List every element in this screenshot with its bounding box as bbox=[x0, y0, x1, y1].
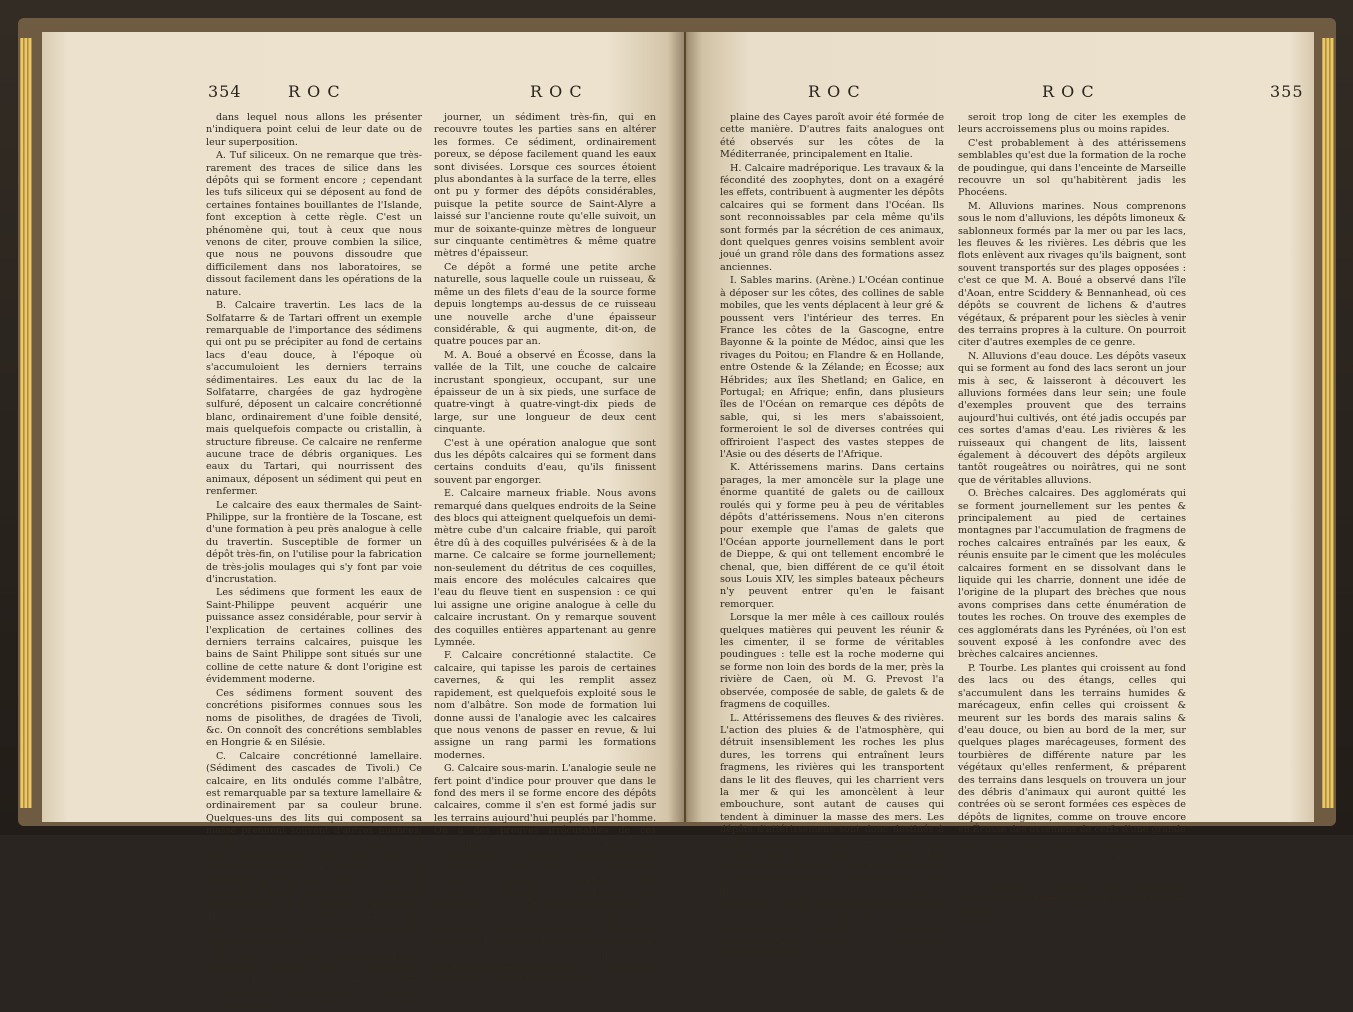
running-head: R O C bbox=[1042, 82, 1095, 101]
text-column-1 bbox=[206, 112, 422, 1011]
book-gutter bbox=[668, 32, 702, 822]
paragraph: P. Tourbe. Les plantes qui croissent au fond des lacs ou des étangs, celles qui s'accumulent dans les terrains humides & marécageux, enfin celles qui croissent & meurent sur les bords des marais salins & d'eau douce, ou bien au bord de la mer, sur quelques plages marécageuses, forment des tourbières de différente nature par les végétaux qu'elles renferment, & préparent des terrains dans lesquels on trouvera un jour des débris d'animaux qui auront quitté les contrées où se seront formées ces espèces de dépôts de lignites, comme on trouve encore en Écosse des ossemens de cerfs d'une grande taille, ou de castors qui n'y vivent plus. bbox=[958, 662, 1186, 848]
paragraph: Ce dépôt a formé une petite arche naturelle, sous laquelle coule un ruisseau, & même un des filets d'eau de la source forme depuis longtemps au-dessus de ce ruisseau une nouvelle arche d'une épaisseur considérable, & qui augmente, dit-on, de quatre pouces par an. bbox=[434, 261, 656, 348]
paragraph: seroit trop long de citer les exemples de leurs accroissemens plus ou moins rapides. bbox=[958, 112, 1186, 136]
running-head: R O C bbox=[288, 82, 341, 101]
paragraph: K. Attérissemens marins. Dans certains parages, la mer amoncèle sur la plage une énorme quantité de galets ou de cailloux roulés qui y forme peu à peu de véritables dépôts d'attérissemens. Nous n'en citerons pour exemple que l'amas de galets que l'Océan apporte journellement dans le port de Dieppe, & qui ont tellement encombré le chenal, que, bien différent de ce qu'il étoit sous Louis XIV, les simples bateaux pêcheurs n'y peuvent entrer qu'en le faisant remorquer. bbox=[720, 462, 944, 610]
open-book bbox=[18, 18, 1336, 1011]
paragraph: N. Alluvions d'eau douce. Les dépôts vaseux qui se forment au fond des lacs seront un jour mis à sec, & laisseront à découvert les alluvions formées dans leur sein; une foule d'exemples prouvent que des terrains aujourd'hui cultivés, ont été jadis occupés par ces sortes d'amas d'eau. Les rivières & les ruisseaux qui changent de lits, laissent également à découvert des dépôts argileux tantôt rougeâtres ou noirâtres, qui ne sont que de véritables alluvions. bbox=[958, 350, 1186, 486]
paragraph: C'est à une opération analogue que sont dus les dépôts calcaires qui se forment dans certains conduits d'eau, qu'ils finissent souvent par engorger. bbox=[434, 437, 656, 486]
paragraph: Le calcaire des eaux thermales de Saint-Philippe, sur la frontière de la Toscane, est d'une formation à peu près analogue à celle du travertin. Susceptible de former un dépôt très-fin, on l'utilise pour la fabrication de très-jolis moulages qui s'y font par voie d'incrustation. bbox=[206, 499, 422, 586]
paragraph: Les sédimens que forment les eaux de Saint-Philippe peuvent acquérir une puissance assez considérable, pour servir à l'explication de certaines collines des derniers terrains calcaires, puisque les bains de Saint Philippe sont situés sur une colline de cette nature & dont l'origine est évidemment moderne. bbox=[206, 587, 422, 686]
left-page bbox=[42, 32, 684, 1011]
page-number: 355 bbox=[1270, 82, 1304, 101]
paragraph: dans lequel nous allons les présenter n'indiquera point celui de leur date ou de leur superposition. bbox=[206, 112, 422, 148]
signature-mark: Y y 2 bbox=[1060, 920, 1084, 931]
paragraph: B. Calcaire travertin. Les lacs de la Solfatarre & de Tartari offrent un exemple remarquable de l'importance des sédimens qui ont pu se précipiter au fond de certains lacs d'eau douce, à l'époque où s'accumuloient les derniers terrains sédimentaires. Les eaux du lac de la Solfatarre, chargées de gaz hydrogène sulfuré, déposent un calcaire concrétionné blanc, ordinairement d'une foible densité, mais quelquefois compacte ou cristallin, à structure fibreuse. Ce calcaire ne renferme aucune trace de débris organiques. Les eaux du Tartari, qui nourrissent des animaux, déposent un sédiment qui peut en renfermer. bbox=[206, 300, 422, 498]
paragraph: Lorsque la mer mêle à ces cailloux roulés quelques matières qui peuvent les réunir & les cimenter, il se forme de véritables poudingues : telle est la roche moderne qui se forme non loin des bords de la mer, près la rivière de Caen, où M. G. Prevost l'a observée, composée de sable, de galets & de fragmens de coquilles. bbox=[720, 612, 944, 711]
running-head: R O C bbox=[530, 82, 583, 101]
text-column-2 bbox=[434, 112, 656, 986]
paragraph: Les roches qui offrent toute l'apparence d'une origine ignée se remarquent dans des groupes bbox=[958, 880, 1186, 917]
paragraph: journer, un sédiment très-fin, qui en recouvre toutes les parties sans en altérer les formes. Ce sédiment, ordinairement poreux, se dépose facilement quand les eaux sont divisées. Lorsque ces sources étoient plus abondantes à la surface de la terre, elles ont pu y former des dépôts considérables, puisque la petite source de Saint-Alyre a laissé sur l'ancienne route qu'elle suivoit, un mur de soixante-quinze mètres de longueur sur cinquante centimètres & même quatre mètres d'épaisseur. bbox=[434, 112, 656, 260]
paragraph: F. Calcaire concrétionné stalactite. Ce calcaire, qui tapisse les parois de certaines cavernes, & qui les remplit assez rapidement, est quelquefois exploité sous le nom d'albâtre. Son mode de formation lui donne aussi de l'analogie avec les calcaires que nous venons de passer en revue, & lui assigne un rang parmi les formations modernes. bbox=[434, 650, 656, 761]
paragraph: M. Alluvions marines. Nous comprenons sous le nom d'alluvions, les dépôts limoneux & sablonneux formés par la mer ou par les lacs, les fleuves & les rivières. Les débris que les flots enlèvent aux rivages qu'ils baignent, sont souvent transportés sur des plages opposées : c'est ce que M. A. Boué a observé dans l'île d'Aoan, entre Sciddery & Bennanhead, où ces dépôts se couvrent de lichens & d'autres végétaux, & préparent pour les siècles à venir des terrains propres à la culture. On pourroit citer d'autres exemples de ce genre. bbox=[958, 200, 1186, 349]
page-edges-left bbox=[20, 38, 32, 808]
paragraph: plaine des Cayes paroît avoir été formée de cette manière. D'autres faits analogues ont été observés sur les côtes de la Méditerranée, principalement en Italie. bbox=[720, 112, 944, 161]
paragraph: Ces sédimens forment souvent des concrétions pisiformes connues sous les noms de pisolithes, de dragées de Tivoli, &c. On connoît des concrétions semblables en Hongrie & en Silésie. bbox=[206, 687, 422, 749]
right-page-header bbox=[686, 82, 1314, 108]
paragraph: O. Brèches calcaires. Des agglomérats qui se forment journellement sur les pentes & principalement au pied de certaines montagnes par l'accumulation de fragmens de roches calcaires entraînés par les eaux, & réunis ensuite par le ciment que les molécules calcaires forment en se dissolvant dans le liquide qui les charrie, donnent une idée de l'origine de la plupart des brèches que nous avons comprises dans cette énumération de toutes les roches. On trouve des exemples de ces agglomérats dans les Pyrénées, où l'on est souvent exposé à les confondre avec des brèches calcaires anciennes. bbox=[958, 488, 1186, 661]
left-page-header bbox=[42, 82, 684, 108]
paragraph: E. Calcaire marneux friable. Nous avons remarqué dans quelques endroits de la Seine des blocs qui atteignent quelquefois un demi-mètre cube d'un calcaire friable, qui paroît être dû à des coquilles pulvérisées & à de la marne. Ce calcaire se forme journellement; non-seulement du détritus de ces coquilles, mais encore des molécules calcaires que l'eau du fleuve tient en suspension : ce qui lui assigne une origine analogue à celle du calcaire incrustant. On y remarque souvent des coquilles entières appartenant au genre Lymnée. bbox=[434, 488, 656, 649]
right-page bbox=[686, 32, 1314, 960]
paragraph: H. Calcaire madréporique. Les travaux & la fécondité des zoophytes, dont on a exagéré les effets, contribuent à augmenter les dépôts calcaires qui se forment dans l'Océan. Ils sont reconnoissables par cela même qu'ils sont formés par la sécrétion de ces animaux, dont quelques genres voisins semblent avoir joué un grand rôle dans des formations assez anciennes. bbox=[720, 162, 944, 273]
paragraph: G. Calcaire sous-marin. L'analogie seule ne fert point d'indice pour prouver que dans le fond des mers il se forme encore des dépôts calcaires, comme il s'en est formé jadis sur les terrains aujourd'hui peuplés par l'homme. On a des preuves irrécusables de ces nouvelles formations. La roche calcaire qui se dépose sur la côte de la Grande-Terre à la Guadeloupe, & dans laquelle des squelettes humains enchâssés & cimentés ont fait croire un instant à l'existence des antropolites, en est un exemple frappant. Cette roche nouvelle est une sorte de tuf composé de molécules calcaires, de débris de coquilles & de madrépores, réunis par un ciment de même nature. Les Antilles offrent plusieurs autres exemples de ces formations modernes; à Saint-Domingue, la bbox=[434, 763, 656, 986]
page-number: 354 bbox=[208, 82, 242, 101]
section-title: TERRAINS PYROGÈNES OU PLUTONIQUES. bbox=[988, 853, 1156, 877]
running-head: R O C bbox=[808, 82, 861, 101]
page-edges-right bbox=[1322, 38, 1334, 808]
paragraph: L. Attérissemens des fleuves & des rivières. L'action des pluies & de l'atmosphère, qui détruit insensiblement les roches les plus dures, les torrens qui entraînent leurs fragmens, les rivières qui les transportent dans le lit des fleuves, qui les charrient vers la mer & qui les amoncèlent à leur embouchure, sont autant de causes qui tendent à diminuer la masse des mers. Les dépôts d'attérissemens sont donc destinés à jouer un grand rôle dans les modifications qu'éprouvera la surface de la terre. Les traces de leur marche sans cesse croissante en offrent des preuves convaincantes. Ceux du Pô ont reculé dans le golfe Adriatique les limites des terres; ceux du Nil ont formé le sol de la Basse-Égypte, dont ils contribuent à augmenter encore l'étendue; ceux de la Néva ont long-temps préparé le sol qu'occupe Pétersbourg; enfin il bbox=[720, 712, 944, 960]
paragraph: C'est probablement à des attérissemens semblables qu'est due la formation de la roche de poudingue, qui dans l'enceinte de Marseille recouvre un sol qu'habitèrent jadis les Phocéens. bbox=[958, 137, 1186, 199]
paragraph: C. Calcaire concrétionné lamellaire. (Sédiment des cascades de Tivoli.) Ce calcaire, en lits ondulés comme l'albâtre, est remarquable par sa texture lamellaire & ordinairement par sa couleur brune. Quelques-uns des lits qui composent sa masse prennent souvent d'autres nuances; on en remarque même de très-minces qui sont d'un blanc sale. Il est déposé par les eaux des cascades de Tivoli & de Terni, & le sédiment qu'elles ont formé, & qui se continue, a donné naissance à un barrage considérable & à des rochers volumineux, dont les fragmens s'élèvent au-dessus des eaux. M. Omalius d'Halloy y a remarqué des coquilles d'eau douce. bbox=[206, 750, 422, 948]
text-column-2 bbox=[958, 112, 1186, 931]
paragraph: I. Sables marins. (Arène.) L'Océan continue à déposer sur les côtes, des collines de sable mobiles, que les vents déplacent à leur gré & poussent vers l'intérieur des terres. En France les côtes de la Gascogne, entre Bayonne & la pointe de Médoc, ainsi que les rivages du Poitou; en Flandre & en Hollande, entre Ostende & la Zélande; en Écosse; aux Hébrides; aux îles Shetland; en Galice, en Portugal; en Afrique; enfin, dans plusieurs îles de l'Océan on remarque ces dépôts de sable, qui, si les mers s'abaissoient, formeroient le sol de diverses contrées qui offriroient l'aspect des vastes steppes de l'Asie ou des déserts de l'Afrique. bbox=[720, 275, 944, 460]
paragraph: M. A. Boué a observé en Écosse, dans la vallée de la Tilt, une couche de calcaire incrustant spongieux, occupant, sur une épaisseur de un à six pieds, une surface de quatre-vingt à quatre-vingt-dix pieds de large, sur une longueur de deux cent cinquante. bbox=[434, 349, 656, 436]
paragraph: A. Tuf siliceux. On ne remarque que très-rarement des traces de silice dans les dépôts qui se forment encore ; cependant les tufs siliceux qui se déposent au fond de certaines fontaines bouillantes de l'Islande, font exception à cette règle. C'est un phénomène qui, tout à ceux que nous venons de citer, prouve combien la silice, que nous ne pouvons dissoudre que difficilement dans nos laboratoires, se dissout facilement dans les opérations de la nature. bbox=[206, 150, 422, 298]
text-column-1 bbox=[720, 112, 944, 960]
paragraph: D. Calcaire incrustant. Plusieurs sources naturelles, comme celles de Saint-Alyre près de Clermont en Auvergne, sont douées de la propriété de déposer sur les corps que l'on y laisse sé- bbox=[206, 950, 422, 1011]
